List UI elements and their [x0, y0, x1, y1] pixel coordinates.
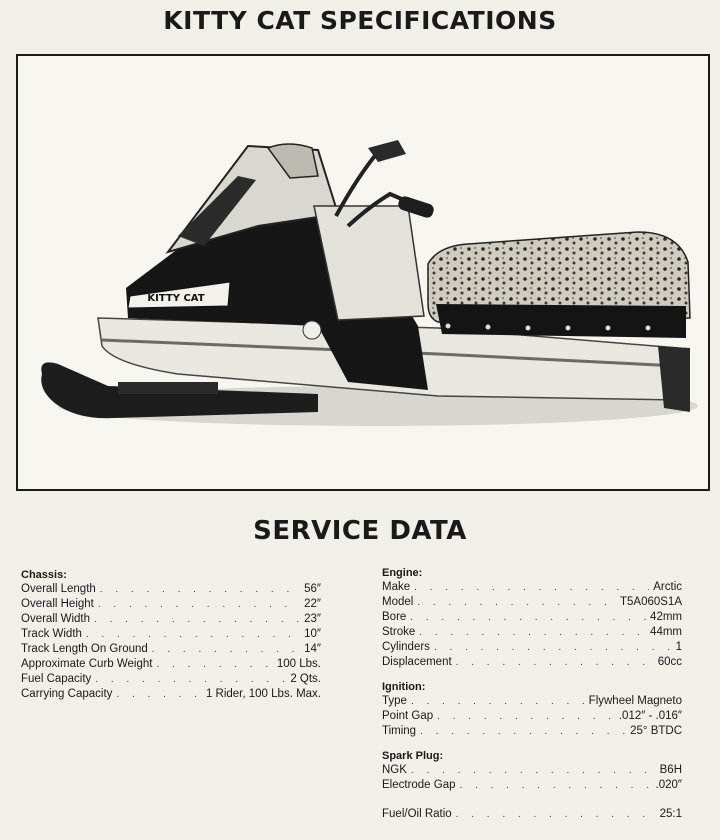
leader-dots [456, 655, 654, 670]
leader-dots [116, 687, 202, 702]
spec-row [21, 597, 321, 612]
page-title: KITTY CAT SPECIFICATIONS [163, 6, 557, 35]
spec-row [382, 655, 682, 670]
spec-row [382, 580, 682, 595]
leader-dots [86, 627, 300, 642]
spec-row [382, 640, 682, 655]
spec-value: 1 Rider, 100 Lbs. Max. [205, 688, 321, 700]
spec-row [21, 672, 321, 687]
spec-value: 23″ [304, 613, 321, 625]
spec-value: 44mm [650, 626, 682, 638]
spec-value: Flywheel Magneto [588, 695, 682, 707]
engine-heading: Engine: [382, 567, 423, 579]
spec-label: Stroke [382, 626, 416, 638]
leader-dots [98, 597, 300, 612]
spec-label: NGK [382, 764, 407, 776]
spec-value: .020″ [655, 779, 682, 791]
spec-row [382, 610, 682, 625]
spec-label: Point Gap [382, 710, 434, 722]
spec-row [21, 627, 321, 642]
spec-row [382, 709, 682, 724]
leader-dots [434, 640, 672, 655]
leader-dots [100, 582, 300, 597]
chassis-specs [21, 568, 321, 702]
spec-label: Fuel Capacity [21, 673, 92, 685]
spec-row [21, 612, 321, 627]
fuel-oil-row [382, 807, 682, 822]
leader-dots [456, 807, 656, 822]
spec-label: Fuel/Oil Ratio [382, 808, 452, 820]
leader-dots [94, 612, 300, 627]
spec-row [382, 625, 682, 640]
leader-dots [411, 694, 585, 709]
snowmobile-photo [16, 54, 710, 491]
spec-value: 1 [675, 641, 682, 653]
leader-dots [417, 595, 616, 610]
leader-dots [411, 763, 656, 778]
spec-row [21, 657, 321, 672]
spec-label: Overall Width [21, 613, 91, 625]
spec-row [382, 724, 682, 739]
spec-label: Bore [382, 611, 407, 623]
spec-label: Overall Height [21, 598, 94, 610]
spec-label: Track Width [21, 628, 82, 640]
spec-label: Make [382, 581, 411, 593]
chassis-heading: Chassis: [21, 569, 67, 581]
leader-dots [152, 642, 300, 657]
leader-dots [156, 657, 272, 672]
section-title: SERVICE DATA [253, 516, 467, 546]
spec-value: 25:1 [659, 808, 682, 820]
spec-label: Overall Length [21, 583, 96, 595]
ignition-heading: Ignition: [382, 681, 426, 693]
spec-row [382, 763, 682, 778]
spec-value: 56″ [304, 583, 321, 595]
leader-dots [95, 672, 286, 687]
leader-dots [410, 610, 646, 625]
spec-value: T5A060S1A [619, 596, 682, 608]
spec-value: 22″ [304, 598, 321, 610]
spec-label: Displacement [382, 656, 452, 668]
spec-value: 60cc [657, 656, 682, 668]
spec-label: Approximate Curb Weight [21, 658, 153, 670]
spec-row [21, 687, 321, 702]
spec-value: .012″ - .016″ [618, 710, 682, 722]
spec-row [21, 642, 321, 657]
leader-dots [437, 709, 615, 724]
engine-specs [382, 566, 682, 822]
leader-dots [420, 724, 626, 739]
badge-logo: KITTY CAT [147, 293, 205, 304]
spec-value: 42mm [650, 611, 682, 623]
spec-label: Track Length On Ground [21, 643, 148, 655]
spark-plug-heading: Spark Plug: [382, 750, 444, 762]
spec-value: 100 Lbs. [276, 658, 321, 670]
snowmobile-illustration [18, 56, 708, 489]
spec-value: B6H [659, 764, 682, 776]
leader-dots [460, 778, 652, 793]
spec-label: Timing [382, 725, 417, 737]
spec-value: 25° BTDC [630, 725, 682, 737]
spec-row [21, 582, 321, 597]
spec-label: Cylinders [382, 641, 430, 653]
spec-value: Arctic [653, 581, 682, 593]
spec-row [382, 778, 682, 793]
spec-value: 14″ [304, 643, 321, 655]
spec-label: Model [382, 596, 414, 608]
leader-dots [419, 625, 646, 640]
leader-dots [414, 580, 649, 595]
spec-value: 10″ [304, 628, 321, 640]
spec-label: Carrying Capacity [21, 688, 113, 700]
spec-row [382, 595, 682, 610]
spec-label: Type [382, 695, 407, 707]
spec-row [382, 694, 682, 709]
spec-label: Electrode Gap [382, 779, 456, 791]
spec-value: 2 Qts. [290, 673, 321, 685]
